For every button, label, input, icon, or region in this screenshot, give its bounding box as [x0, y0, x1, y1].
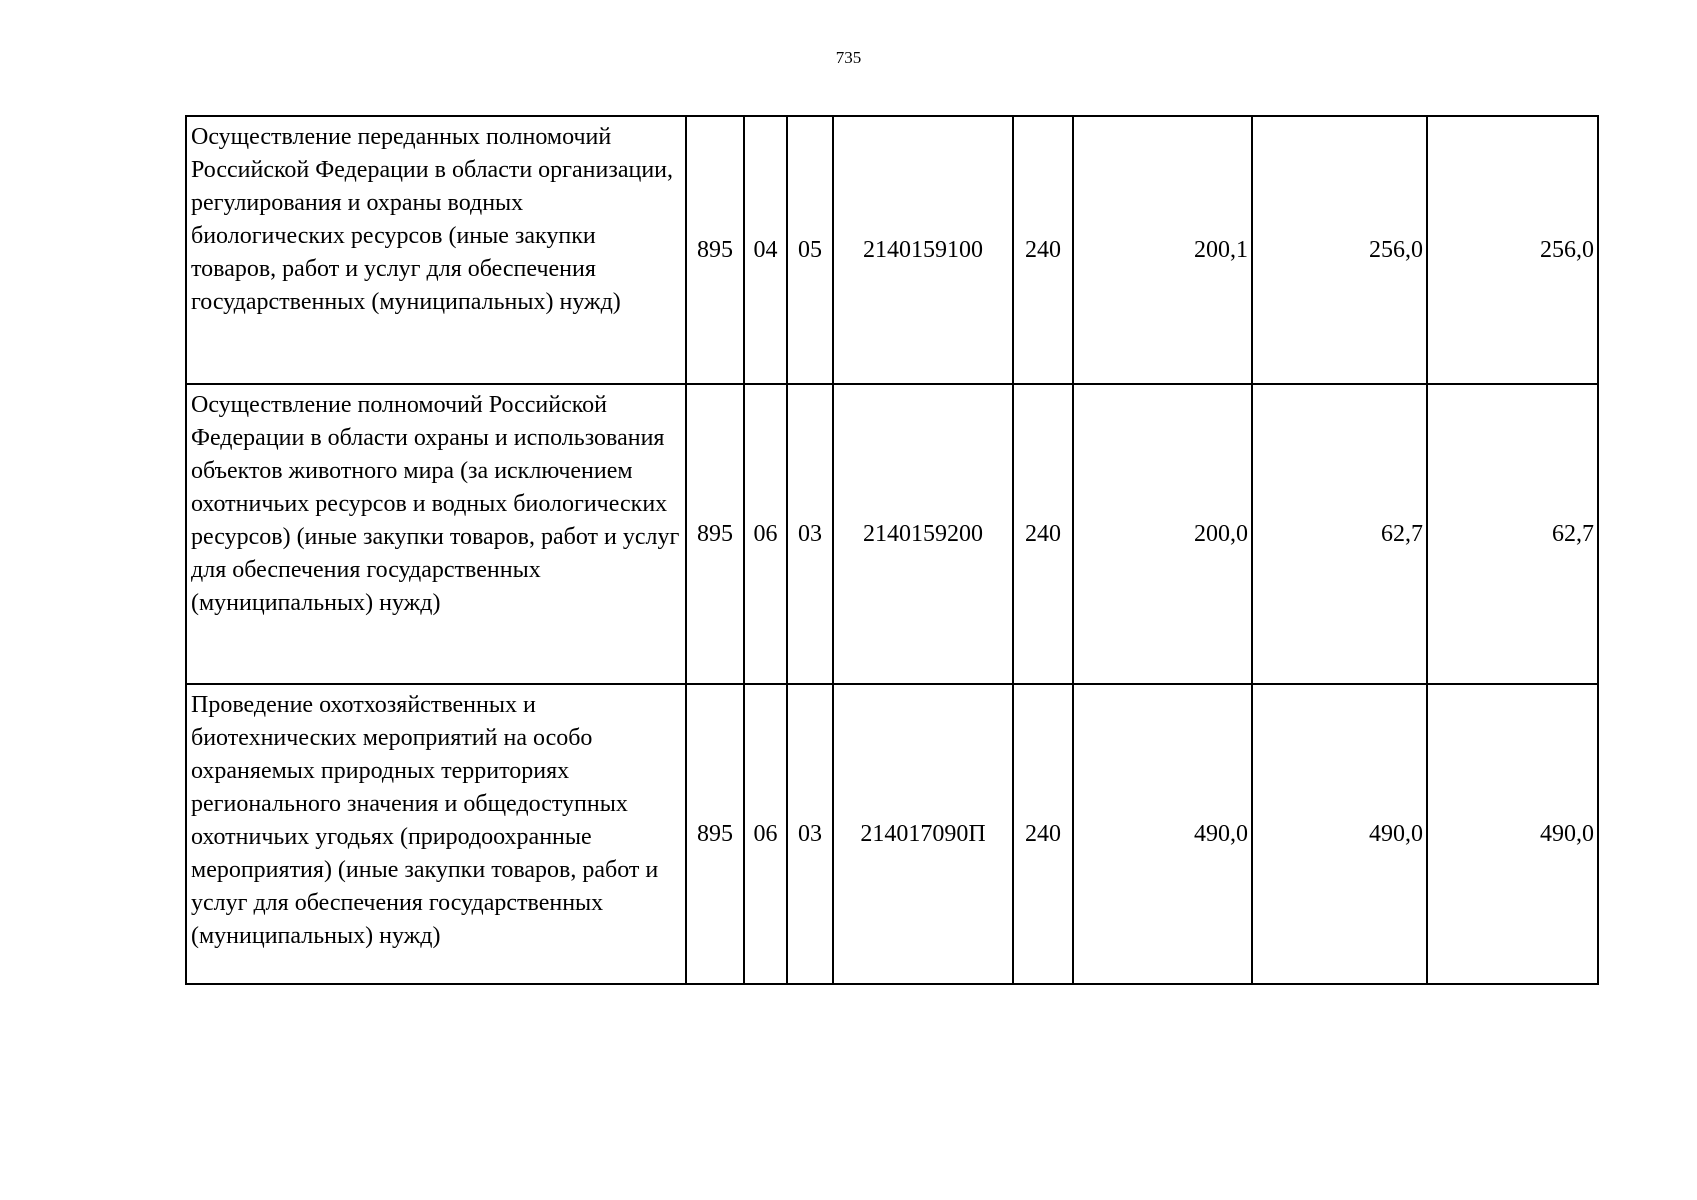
section-code: 04 — [744, 116, 787, 384]
row-description: Проведение охотхозяйственных и биотехнических мероприятий на особо охраняемых природных территориях регионального значения и общедоступных охотничьих угодьях (природоохранные мероприятия) (иные закупки товаров, работ и услуг для обеспечения государственных (муниципальных) нужд) — [186, 684, 686, 984]
section-code: 06 — [744, 684, 787, 984]
ministry-code: 895 — [686, 116, 744, 384]
table-row — [186, 684, 1598, 984]
expense-type-code: 240 — [1013, 116, 1073, 384]
amount-1: 490,0 — [1073, 684, 1252, 984]
target-article-code: 2140159200 — [833, 384, 1013, 684]
amount-1: 200,1 — [1073, 116, 1252, 384]
ministry-code: 895 — [686, 684, 744, 984]
amount-3: 62,7 — [1427, 384, 1598, 684]
section-code: 06 — [744, 384, 787, 684]
expense-type-code: 240 — [1013, 684, 1073, 984]
subsection-code: 03 — [787, 384, 833, 684]
amount-2: 490,0 — [1252, 684, 1427, 984]
amount-2: 62,7 — [1252, 384, 1427, 684]
table-row — [186, 384, 1598, 684]
amount-2: 256,0 — [1252, 116, 1427, 384]
ministry-code: 895 — [686, 384, 744, 684]
target-article-code: 2140159100 — [833, 116, 1013, 384]
table-row — [186, 116, 1598, 384]
subsection-code: 03 — [787, 684, 833, 984]
target-article-code: 214017090П — [833, 684, 1013, 984]
amount-3: 490,0 — [1427, 684, 1598, 984]
expense-type-code: 240 — [1013, 384, 1073, 684]
amount-1: 200,0 — [1073, 384, 1252, 684]
page-number: 735 — [835, 48, 862, 67]
row-description: Осуществление переданных полномочий Российской Федерации в области организации, регулирования и охраны водных биологических ресурсов (иные закупки товаров, работ и услуг для обеспечения государственных (муниципальных) нужд) — [186, 116, 686, 384]
subsection-code: 05 — [787, 116, 833, 384]
row-description: Осуществление полномочий Российской Федерации в области охраны и использования объектов животного мира (за исключением охотничьих ресурсов и водных биологических ресурсов) (иные закупки товаров, работ и услуг для обеспечения государственных (муниципальных) нужд) — [186, 384, 686, 684]
amount-3: 256,0 — [1427, 116, 1598, 384]
budget-table — [185, 115, 1599, 985]
